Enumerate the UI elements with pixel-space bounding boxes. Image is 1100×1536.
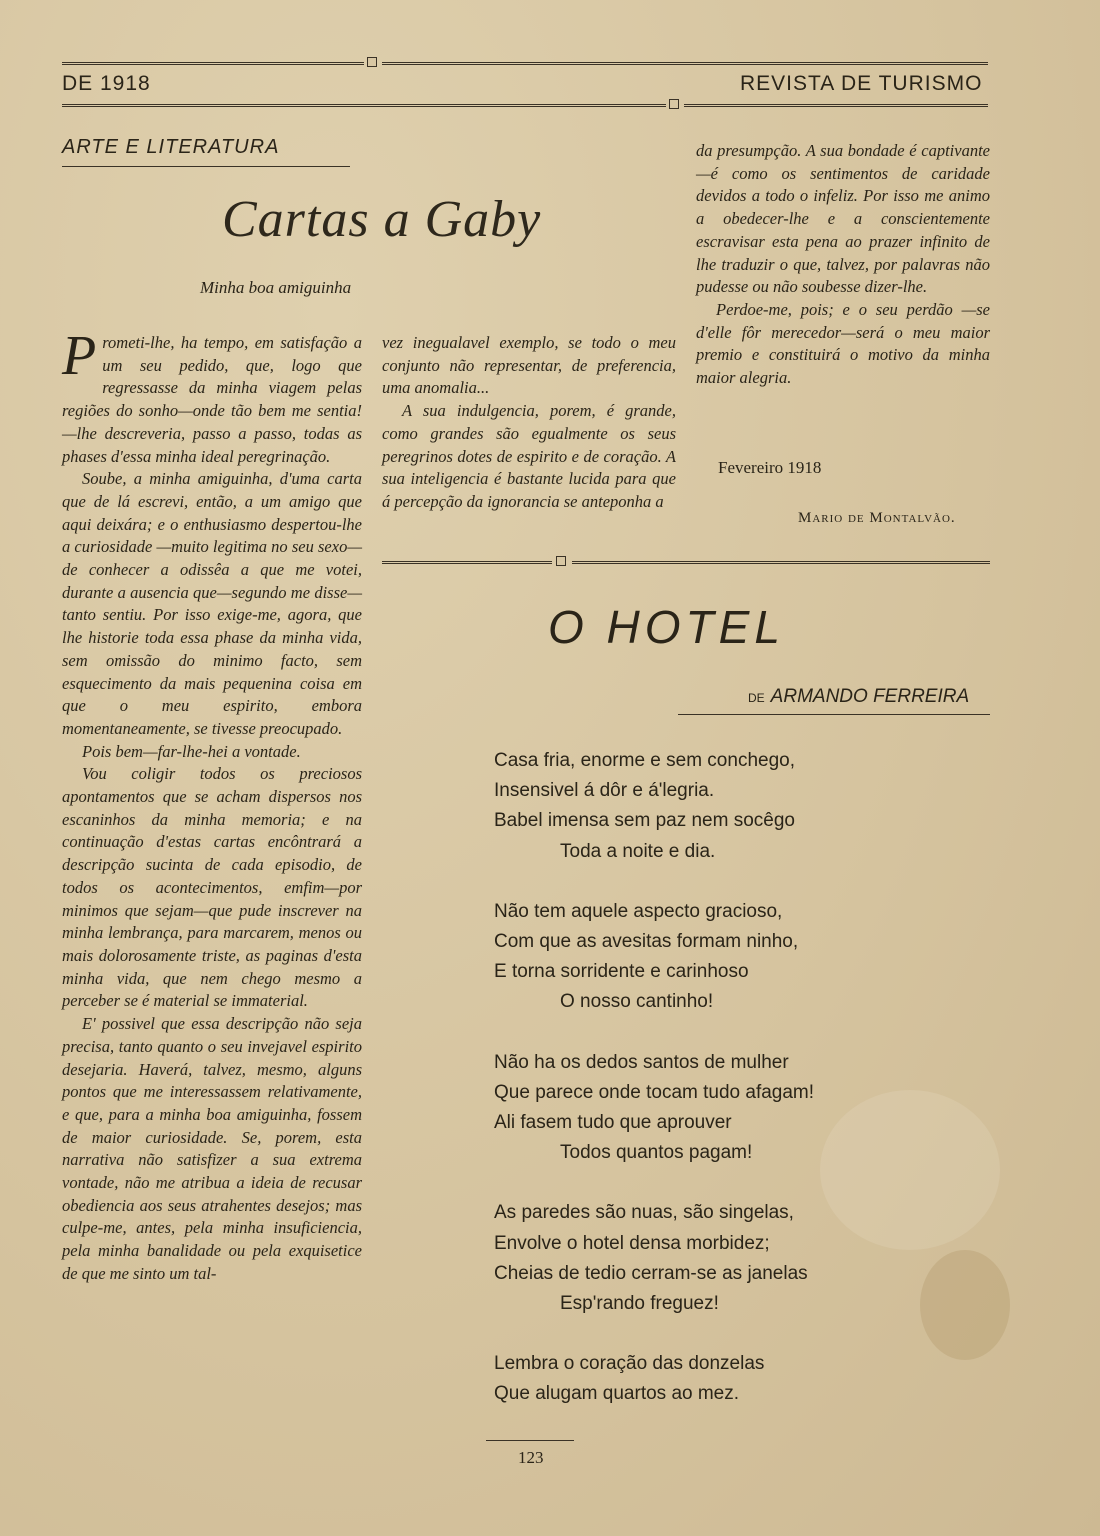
article-title: Cartas a Gaby <box>222 191 542 248</box>
paragraph: Prometi-lhe, ha tempo, em satisfação a um seu pedido, que, logo que regressasse da minha viagem pelas regiões do sonho—onde tão bem me sentia!—lhe descreveria, passo a passo, todas as phases d'essa minha ideal peregrinação. <box>62 325 362 466</box>
section-underline <box>62 166 350 167</box>
poem-byline <box>748 686 969 708</box>
article-column-1 <box>62 325 362 1286</box>
salutation: Minha boa amiguinha <box>200 278 352 297</box>
paragraph: Pois bem—far-lhe-hei a vontade. <box>82 741 301 761</box>
poem-line: Esp'rando freguez! <box>560 1293 719 1315</box>
poem-stanza <box>494 1198 814 1319</box>
page-number: 123 <box>518 1448 544 1467</box>
poem-line: Babel imensa sem paz nem socêgo <box>494 810 795 832</box>
poem-line: Casa fria, enorme e sem conchego, <box>494 750 795 771</box>
poem-line: As paredes são nuas, são singelas, <box>494 1202 794 1224</box>
header-bottom-rule-left <box>62 104 666 107</box>
section-label: ARTE E LITERATURA <box>62 136 280 158</box>
header-top-rule-right <box>382 62 988 65</box>
poem-stanza <box>494 1349 814 1409</box>
article-column-3 <box>696 140 990 390</box>
poem-line: Insensivel á dôr e á'legria. <box>494 780 715 802</box>
poem-stanza <box>494 897 814 1018</box>
ornament-square <box>556 556 566 566</box>
poem-line: Envolve o hotel densa morbidez; <box>494 1232 770 1254</box>
header-bottom-rule-right <box>684 104 988 107</box>
paragraph: E' possivel que essa descripção não seja precisa, tanto quanto o seu invejavel espirito desejaria. Haverá, talvez, mesmo, alguns pontos que me interessassem relativamente, e que, para a minha boa amiguinha, fossem de maior curiosidade. Se, porem, esta narrativa não satisfizer a sua extrema vontade, não me atribua a ideia de recusar obediencia aos seus atrahentes desejos; mas culpe-me, antes, pela minha insuficiencia, pela minha banalidade ou pela exquisetice de que me sinto um tal- <box>62 1014 362 1283</box>
poem-line: O nosso cantinho! <box>560 991 714 1013</box>
drop-cap: P <box>62 325 97 387</box>
poem-line: Cheias de tedio cerram-se as janelas <box>494 1262 808 1284</box>
paragraph: A sua indulgencia, porem, é grande, como grandes são egualmente os seus peregrinos dotes de espirito e de coração. A sua inteligencia é bastante lucida para que á percepção da ignorancia se anteponha a <box>382 401 676 511</box>
ornament-square <box>669 99 679 109</box>
poem-line: Que parece onde tocam tudo afagam! <box>494 1081 815 1103</box>
article-column-2 <box>382 332 676 514</box>
footer-rule <box>486 1440 574 1441</box>
poem-line: Todos quantos pagam! <box>560 1142 753 1164</box>
poem-line: Com que as avesitas formam ninho, <box>494 931 799 953</box>
poem-line: Lembra o coração das donzelas <box>494 1353 765 1375</box>
paragraph: vez inegualavel exemplo, se todo o meu conjunto não representar, de preferencia, uma anomalia... <box>382 333 676 398</box>
poem-line: Não ha os dedos santos de mulher <box>494 1051 789 1073</box>
poem-stanza <box>494 1048 814 1169</box>
poem <box>494 746 814 1440</box>
article-signature: Mario de Montalvão. <box>798 510 956 526</box>
byline-prefix: DE <box>748 691 765 705</box>
paper-stain <box>920 1250 1010 1360</box>
separator-rule-right <box>572 561 990 564</box>
article-date: Fevereiro 1918 <box>718 458 822 477</box>
poem-line: Ali fasem tudo que aprouver <box>494 1112 732 1134</box>
byline-underline <box>678 714 990 715</box>
paragraph: Soube, a minha amiguinha, d'uma carta que de lá escrevi, então, a um amigo que aqui deixára; e o enthusiasmo despertou-lhe a curiosidade —muito legitima no seu sexo—de conhecer a odissêa a que me votei, durante a ausencia que—segundo me disse—tanto sentiu. Por isso exige-me, agora, que lhe historie toda essa phase da minha vida, sem omissão do minimo facto, sem esquecimento da mais pequenina coisa em que o meu espirito, embora momentaneamente, se tivesse preocupado. <box>62 469 362 738</box>
paragraph: da presumpção. A sua bondade é captivante—é como os sentimentos de caridade devidos a todo o infeliz. Por isso me animo a obedecer-lhe e a conscientemente escravisar esta pena ao prazer infinito de lhe traduzir o que, talvez, por palavras não pudesse ou não soubesse dizer-lhe. <box>696 141 990 297</box>
ornament-square <box>367 57 377 67</box>
paragraph: Vou coligir todos os preciosos apontamentos que se acham dispersos nos escaninhos da minha memoria; e na continuação d'estas cartas encôntrará a descripção sucinta de cada episodio, de todos os acontecimentos, emfim—por minimos que sejam—que pude inscrever na minha lembrança, para marcarem, menos ou mais dolorosamente triste, as paginas d'esta minha vida, que nem chego mesmo a perceber se é material se immaterial. <box>62 764 362 1011</box>
poem-title: O HOTEL <box>548 601 785 653</box>
header-top-rule-left <box>62 62 364 65</box>
poem-stanza <box>494 746 814 867</box>
poem-line: Toda a noite e dia. <box>560 840 716 862</box>
header-right: REVISTA DE TURISMO <box>740 72 983 95</box>
paper-stain <box>820 1090 1000 1250</box>
poem-line: Que alugam quartos ao mez. <box>494 1383 740 1405</box>
header-left: DE 1918 <box>62 72 151 95</box>
separator-rule-left <box>382 561 552 564</box>
poem-line: E torna sorridente e carinhoso <box>494 961 749 983</box>
paragraph: Perdoe-me, pois; e o seu perdão —se d'elle fôr merecedor—será o meu maior premio e constituirá o motivo da minha maior alegria. <box>696 299 990 388</box>
poem-line: Não tem aquele aspecto gracioso, <box>494 900 783 922</box>
poem-author: ARMANDO FERREIRA <box>770 686 970 707</box>
